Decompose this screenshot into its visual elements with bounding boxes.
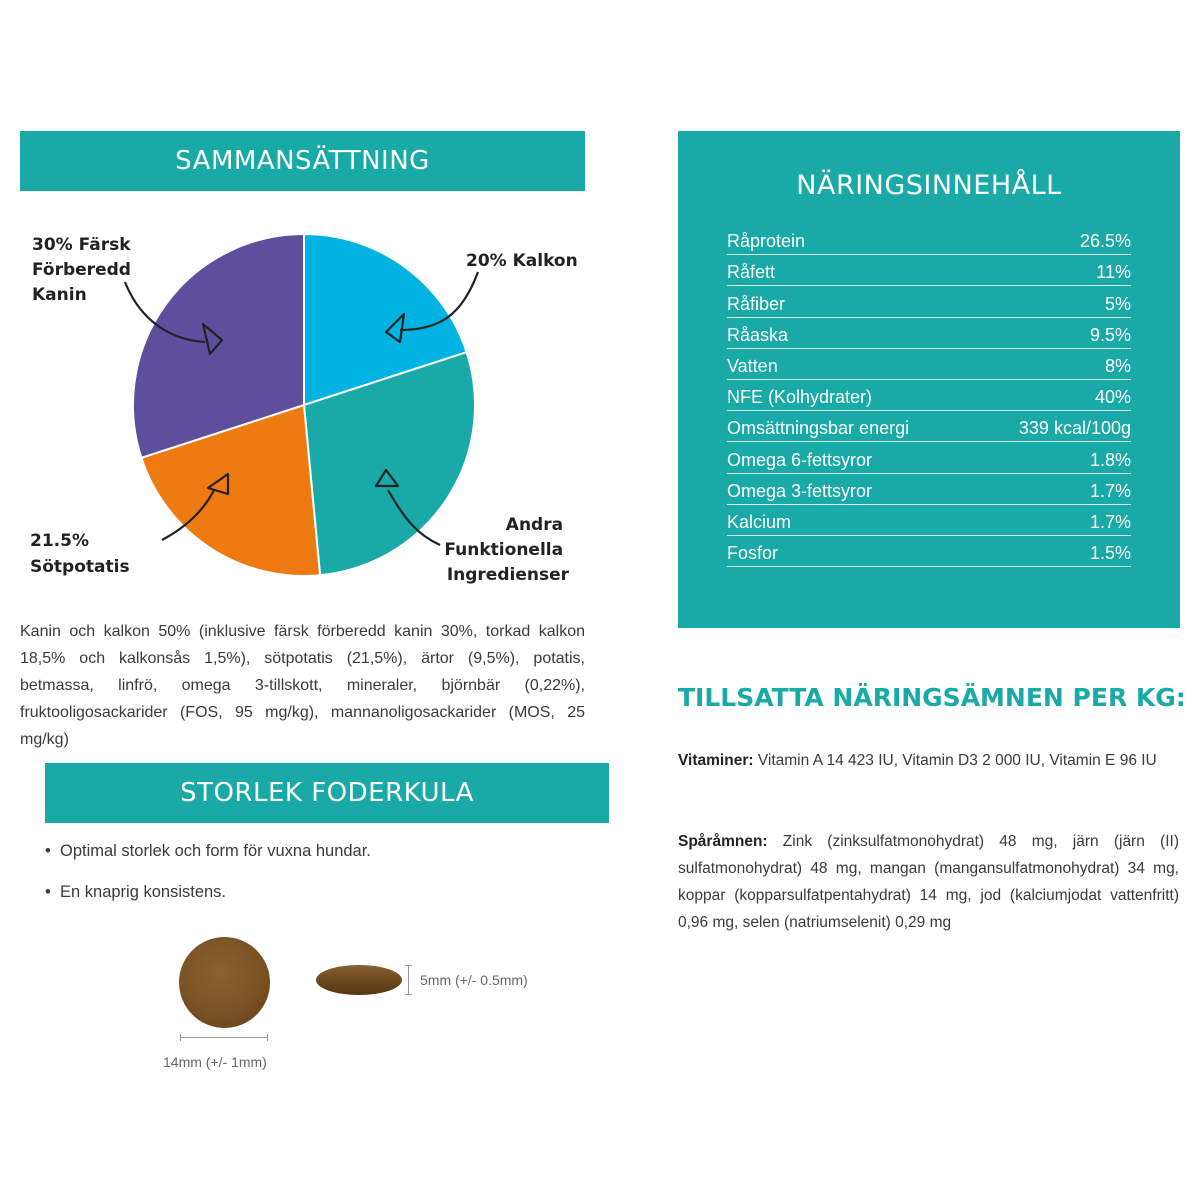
table-row xyxy=(727,474,1131,505)
nutrient-value: 5% xyxy=(1104,293,1131,314)
nutrition-table xyxy=(727,224,1131,567)
nutrient-value: 11% xyxy=(1096,262,1131,283)
table-row xyxy=(727,442,1131,473)
table-row xyxy=(727,349,1131,380)
nutrient-label: Omega 3-fettsyror xyxy=(727,480,873,501)
vitamins-label: Vitaminer: xyxy=(678,752,754,769)
table-row xyxy=(727,505,1131,536)
nutrient-value: 339 kcal/100g xyxy=(1018,418,1131,439)
height-dimension-line xyxy=(408,965,409,995)
nutrient-value: 1.7% xyxy=(1089,480,1131,501)
pie-label-kalkon: 20% Kalkon xyxy=(466,251,578,271)
table-row xyxy=(727,286,1131,317)
kibble-top-view-image xyxy=(179,937,270,1028)
kibble-size-title: STORLEK FODERKULA xyxy=(45,763,609,823)
nutrient-value: 1.8% xyxy=(1089,449,1131,470)
height-tick-bottom xyxy=(405,994,412,995)
table-row xyxy=(727,536,1131,567)
composition-title: SAMMANSÄTTNING xyxy=(20,131,585,191)
nutrient-value: 1.7% xyxy=(1089,511,1131,532)
nutrient-label: Råfett xyxy=(727,262,776,283)
nutrient-value: 9.5% xyxy=(1089,324,1131,345)
bullet-text: Optimal storlek och form för vuxna hundar. xyxy=(60,842,371,860)
list-item xyxy=(45,842,605,861)
nutrient-value: 26.5% xyxy=(1079,231,1131,252)
kibble-bullet-list xyxy=(45,842,605,924)
bullet-text: En knaprig konsistens. xyxy=(60,883,227,901)
nutrient-label: Råaska xyxy=(727,324,789,345)
table-row xyxy=(727,411,1131,442)
trace-elements-paragraph xyxy=(678,828,1179,936)
table-row xyxy=(727,380,1131,411)
nutrient-label: Omega 6-fettsyror xyxy=(727,449,873,470)
added-nutrients-title: TILLSATTA NÄRINGSÄMNEN PER KG: xyxy=(678,683,1186,712)
nutrient-value: 1.5% xyxy=(1089,543,1131,564)
pie-label-kanin: 30% Färsk Förberedd Kanin xyxy=(32,235,131,305)
nutrition-title: NÄRINGSINNEHÅLL xyxy=(796,170,1062,201)
table-row xyxy=(727,224,1131,255)
composition-text: Kanin och kalkon 50% (inklusive färsk förberedd kanin 30%, torkad kalkon 18,5% och kalkonsås 1,5%), sötpotatis (21,5%), ärtor (9,5%), potatis, betmassa, linfrö, omega 3-tillskott, mineraler, björnbär (0,22%), fruktooligosackarider (FOS, 95 mg/kg), mannanoligosackarider (MOS, 25 mg/kg) xyxy=(20,623,585,748)
vitamins-text: Vitamin A 14 423 IU, Vitamin D3 2 000 IU, Vitamin E 96 IU xyxy=(753,752,1157,769)
pie-label-sotpotatis: 21.5% Sötpotatis xyxy=(30,531,130,577)
vitamins-paragraph xyxy=(678,747,1179,774)
diameter-tick-right xyxy=(267,1034,268,1041)
height-label: 5mm (+/- 0.5mm) xyxy=(420,972,528,988)
trace-elements-label: Spåråmnen: xyxy=(678,833,768,850)
nutrient-label: Vatten xyxy=(727,355,778,376)
table-row xyxy=(727,318,1131,349)
table-row xyxy=(727,255,1131,286)
nutrient-label: Omsättningsbar energi xyxy=(727,418,910,439)
nutrient-value: 8% xyxy=(1104,355,1131,376)
nutrient-label: Råfiber xyxy=(727,293,786,314)
composition-pie-chart xyxy=(0,190,600,600)
bullet-dot: • xyxy=(45,883,51,901)
list-item xyxy=(45,883,605,902)
nutrient-label: NFE (Kolhydrater) xyxy=(727,387,873,408)
kibble-side-view-image xyxy=(316,965,402,995)
nutrient-label: Kalcium xyxy=(727,511,792,532)
diameter-label: 14mm (+/- 1mm) xyxy=(163,1054,267,1070)
pie-label-andra: Andra Funktionella Ingredienser xyxy=(444,515,569,585)
height-tick-top xyxy=(405,965,412,966)
trace-elements-text: Zink (zinksulfatmonohydrat) 48 mg, järn (järn (II) sulfatmonohydrat) 48 mg, mangan (mangansulfatmonohydrat) 34 mg, koppar (kopparsulfatpentahydrat) 14 mg, jod (kalciumjodat vattenfritt) 0,96 mg, selen (natriumselenit) 0,29 mg xyxy=(678,833,1179,931)
nutrient-label: Råprotein xyxy=(727,231,806,252)
bullet-dot: • xyxy=(45,842,51,860)
diameter-tick-left xyxy=(180,1034,181,1041)
nutrient-value: 40% xyxy=(1094,387,1131,408)
diameter-dimension-line xyxy=(180,1037,268,1038)
nutrient-label: Fosfor xyxy=(727,543,779,564)
